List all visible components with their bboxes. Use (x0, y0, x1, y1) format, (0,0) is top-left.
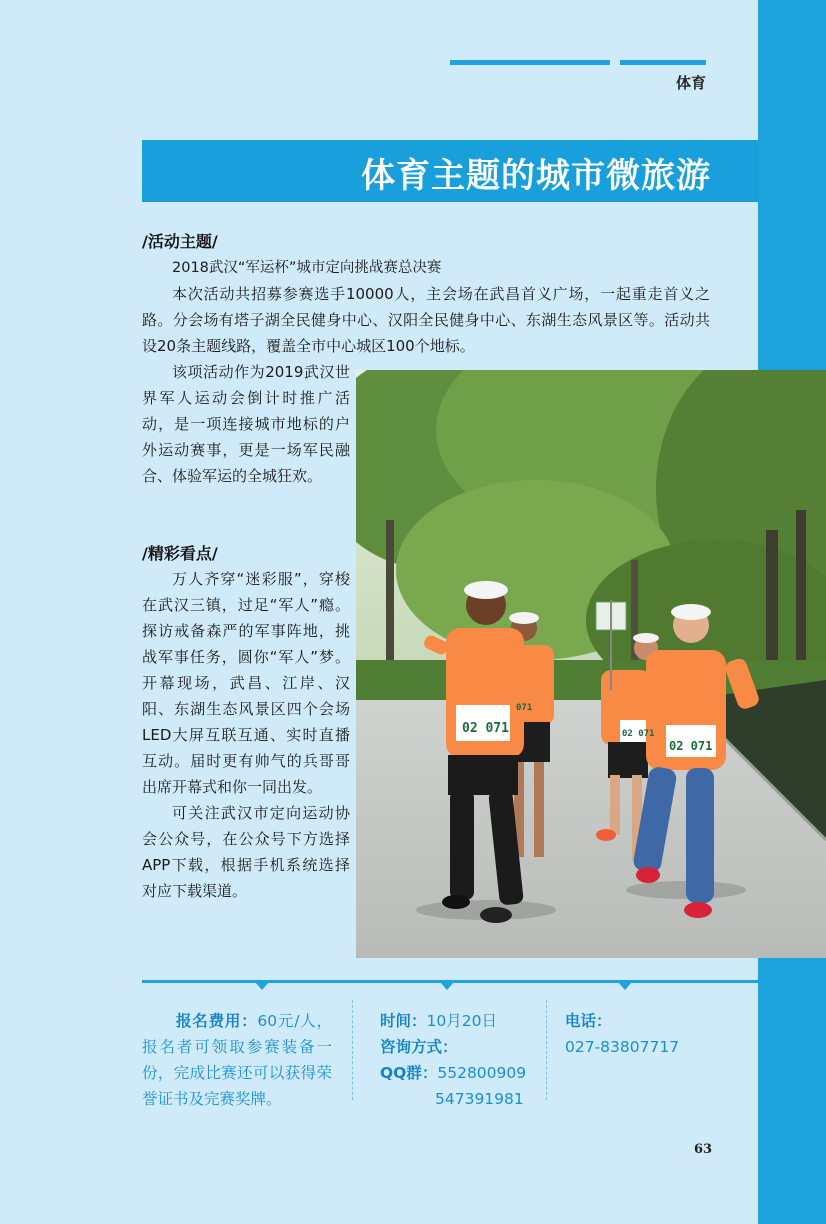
fee-info (142, 1008, 332, 1112)
time-value: 10月20日 (426, 1012, 497, 1030)
activity-intro (142, 255, 710, 359)
title-banner (142, 140, 759, 202)
divider-notch (618, 982, 632, 990)
phone-info (565, 1008, 715, 1060)
section-label: 体育 (675, 74, 706, 92)
route-sign-pole (610, 600, 612, 690)
divider-notch (440, 982, 454, 990)
page-title: 体育主题的城市微旅游 (361, 156, 711, 196)
activity-paragraph-2-block (142, 359, 350, 489)
highlights-paragraph-1: 万人齐穿“迷彩服”，穿梭在武汉三镇，过足“军人”瘾。探访戒备森严的军事阵地，挑战军事任务，圆你“军人”梦。开幕现场，武昌、江岸、汉阳、东湖生态风景区四个会场LED大屏互联互通、实时直播互动。届时更有帅气的兵哥哥出席开幕式和你一同出发。 (142, 570, 350, 796)
consult-label: 咨询方式： (380, 1038, 458, 1056)
highlights-paragraph-2: 可关注武汉市定向运动协会公众号，在公众号下方选择APP下载，根据手机系统选择对应下载渠道。 (142, 804, 350, 900)
bib-number-3: 02 071 (622, 729, 655, 739)
divider-notch (255, 982, 269, 990)
page-number: 63 (694, 1142, 713, 1157)
qq-number-1: 552800909 (437, 1064, 527, 1082)
time-contact-info (380, 1008, 550, 1112)
activity-heading: /活动主题/ (142, 232, 218, 251)
runners-photo (356, 370, 826, 958)
highlights-heading: /精彩看点/ (142, 544, 218, 563)
header-rule-left (450, 60, 610, 65)
fee-label: 报名费用： (176, 1012, 258, 1030)
fee-value: 60元/人， (257, 1012, 332, 1030)
phone-value: 027-83807717 (565, 1038, 680, 1056)
highlights-body (142, 566, 350, 904)
qq-number-2: 547391981 (435, 1090, 524, 1108)
bib-number-4: 071 (516, 703, 533, 713)
phone-label: 电话： (565, 1012, 612, 1030)
fee-description: 报名者可领取参赛装备一份，完成比赛还可以获得荣誉证书及完赛奖牌。 (142, 1038, 332, 1108)
runners-illustration (356, 370, 826, 958)
qq-label: QQ群： (380, 1064, 438, 1082)
info-separator (546, 1000, 547, 1100)
activity-paragraph-1: 本次活动共招募参赛选手10000人，主会场在武昌首义广场，一起重走首义之路。分会场有塔子湖全民健身中心、汉阳全民健身中心、东湖生态风景区等。活动共设20条主题线路，覆盖全市中心城区100个地标。 (142, 285, 710, 355)
bib-number-1: 02 071 (462, 721, 509, 736)
activity-paragraph-2: 该项活动作为2019武汉世界军人运动会倒计时推广活动，是一项连接城市地标的户外运动赛事，更是一场军民融合、体验军运的全城狂欢。 (142, 363, 350, 485)
info-separator (352, 1000, 353, 1100)
bib-number-2: 02 071 (669, 739, 713, 753)
event-name: 2018武汉“军运杯”城市定向挑战赛总决赛 (172, 260, 442, 276)
time-label: 时间： (380, 1012, 427, 1030)
header-rule-right (620, 60, 706, 65)
